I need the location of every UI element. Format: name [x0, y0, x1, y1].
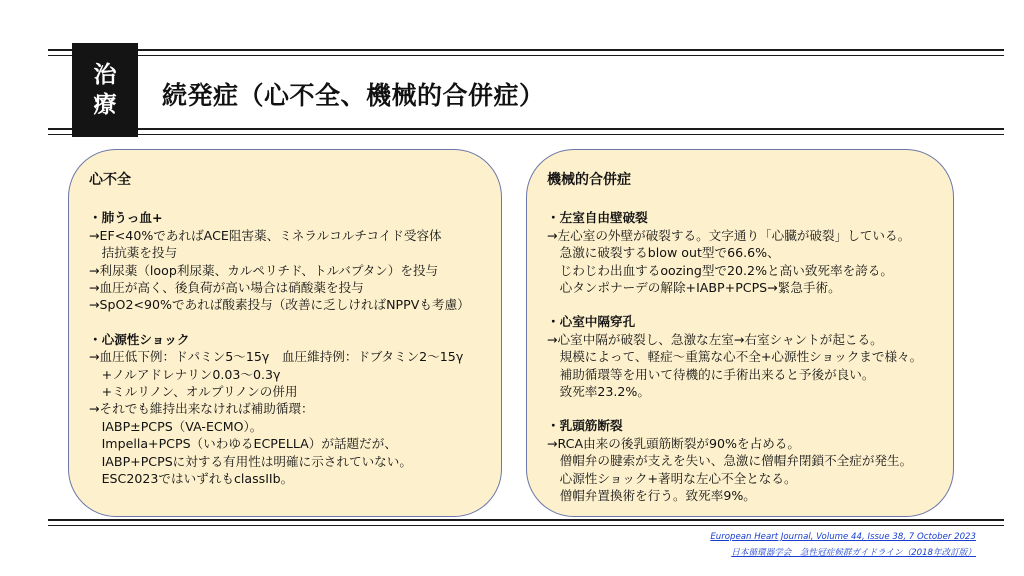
- mechanical-complications-panel: [526, 149, 954, 517]
- panel-heading: 心不全: [89, 172, 131, 188]
- top-rule-thin: [48, 55, 1004, 56]
- section-papillary-rupture: [547, 417, 953, 504]
- section-title: ・肺うっ血+: [89, 210, 163, 226]
- section-title: ・心源性ショック: [89, 331, 190, 347]
- text-line: Impella+PCPS（いわゆるECPELLA）が話題だが、: [89, 436, 397, 452]
- header-rule-thin: [48, 134, 1004, 135]
- text-line: →血圧が高く、後負荷が高い場合は硝酸薬を投与: [89, 280, 364, 296]
- text-line: →左心室の外壁が破裂する。文字通り「心臓が破裂」している。: [547, 227, 911, 243]
- text-line: 僧帽弁置換術を行う。致死率9%。: [547, 488, 756, 504]
- text-line: →それでも維持出来なければ補助循環：: [89, 401, 314, 417]
- top-rule: [48, 49, 1004, 51]
- text-line: +ミルリノン、オルプリノンの併用: [89, 384, 298, 400]
- text-line: 急激に破裂するblow out型で66.6%、: [547, 245, 780, 261]
- citation-link[interactable]: European Heart Journal, Volume 44, Issue 38, 7 October 2023: [710, 532, 976, 542]
- text-line: →EF<40%であればACE阻害薬、ミネラルコルチコイド受容体: [89, 227, 442, 243]
- text-line: 補助循環等を用いて待機的に手術出来ると予後が良い。: [547, 366, 875, 382]
- section-cardiogenic-shock: [89, 331, 501, 488]
- text-line: →SpO2<90%であれば酸素投与（改善に乏しければNPPVも考慮）: [89, 297, 470, 313]
- text-line: 僧帽弁の腱索が支えを失い、急激に僧帽弁閉鎖不全症が発生。: [547, 453, 913, 469]
- section-title: ・心室中隔穿孔: [547, 314, 636, 330]
- section-title: ・左室自由壁破裂: [547, 210, 648, 226]
- section-septal-perforation: [547, 313, 953, 400]
- text-line: 心源性ショック+著明な左心不全となる。: [547, 470, 797, 486]
- footer-rule-thin: [48, 525, 1004, 526]
- badge-char-2: 療: [93, 92, 117, 118]
- heart-failure-panel: [68, 149, 502, 517]
- header-rule: [48, 128, 1004, 130]
- panel-heading: 機械的合併症: [547, 172, 631, 188]
- section-pulmonary-congestion: [89, 209, 501, 313]
- text-line: →RCA由来の後乳頭筋断裂が90%を占める。: [547, 435, 800, 451]
- text-line: →血圧低下例：ドパミン5〜15γ 血圧維持例：ドブタミン2〜15γ: [89, 349, 464, 365]
- section-badge: [72, 43, 138, 137]
- section-free-wall-rupture: [547, 209, 953, 296]
- text-line: IABP±PCPS（VA-ECMO）。: [89, 418, 263, 434]
- text-line: →心室中隔が破裂し、急激な左室→右室シャントが起こる。: [547, 331, 883, 347]
- citation-link[interactable]: 日本循環器学会 急性冠症候群ガイドライン（2018年改訂版）: [731, 548, 976, 558]
- text-line: 規模によって、軽症〜重篤な心不全+心源性ショックまで様々。: [547, 349, 923, 365]
- badge-char-1: 治: [93, 62, 117, 88]
- slide-title: 続発症（心不全、機械的合併症）: [162, 81, 545, 110]
- text-line: ESC2023ではいずれもclassIIb。: [89, 471, 294, 487]
- text-line: じわじわ出血するoozing型で20.2%と高い致死率を誇る。: [547, 262, 893, 278]
- section-title: ・乳頭筋断裂: [547, 418, 623, 434]
- text-line: 致死率23.2%。: [547, 384, 650, 400]
- text-line: →利尿薬（loop利尿薬、カルペリチド、トルバプタン）を投与: [89, 262, 439, 278]
- text-line: 拮抗薬を投与: [89, 245, 178, 261]
- text-line: 心タンポナーデの解除+IABP+PCPS→緊急手術。: [547, 280, 841, 296]
- text-line: +ノルアドレナリン0.03〜0.3γ: [89, 366, 281, 382]
- footer-rule: [48, 519, 1004, 521]
- text-line: IABP+PCPSに対する有用性は明確に示されていない。: [89, 453, 412, 469]
